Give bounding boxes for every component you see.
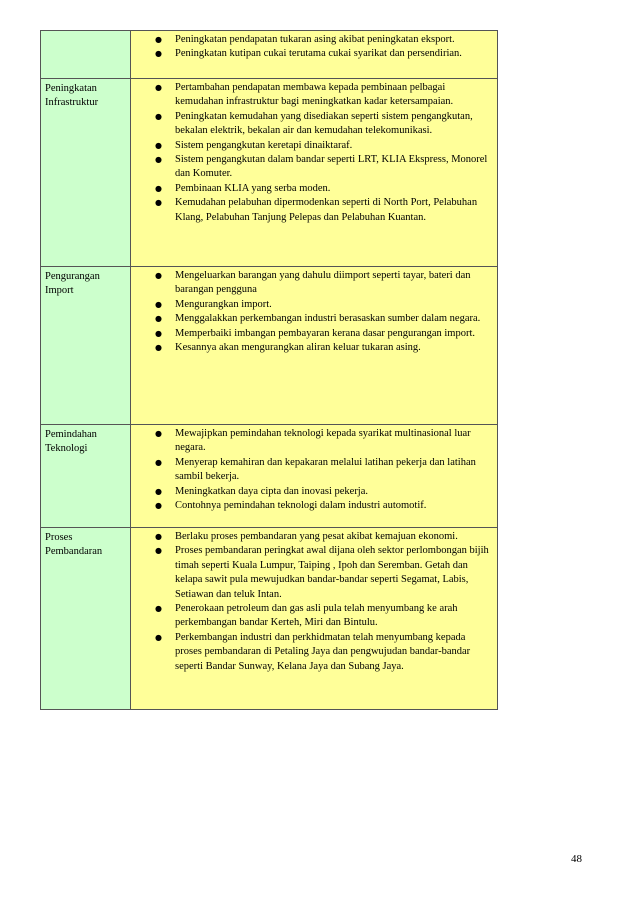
row-label-line: Pengurangan <box>45 271 100 282</box>
bullet-dot-icon: ● <box>155 155 162 165</box>
bullet-dot-icon: ● <box>155 35 162 44</box>
bullet-text: Menggalakkan perkembangan industri berasaskan sumber dalam negara. <box>175 313 481 325</box>
row-content-cell <box>131 31 498 79</box>
bullet-dot-icon: ● <box>155 532 162 541</box>
bullet-text: Proses pembandaran peringkat awal dijana oleh sektor perlombongan bijih timah seperti Kuala Lumpur, Taiping , Ipoh dan Seremban. Getah dan kelapa sawit pula mewujudkan bandar-bandar seperti Segamat, Labis, Setiawan dan teluk Intan. <box>175 545 489 600</box>
row-content-cell <box>131 79 498 267</box>
bullet-text: Peningkatan kutipan cukai terutama cukai syarikat dan persendirian. <box>175 48 462 60</box>
bullet-dot-icon: ● <box>155 429 162 438</box>
row-label-cell <box>41 31 131 79</box>
table-row <box>41 31 498 79</box>
row-label-cell <box>41 425 131 528</box>
bullet-item <box>131 312 491 326</box>
bullet-text: Mengeluarkan barangan yang dahulu diimport seperti tayar, bateri dan barangan pengguna <box>175 270 471 296</box>
bullet-item <box>131 298 491 312</box>
bullet-text: Kemudahan pelabuhan dipermodenkan seperti di North Port, Pelabuhan Klang, Pelabuhan Tanjung Pelepas dan Pelabuhan Kuantan. <box>175 197 478 223</box>
bullet-item <box>131 602 491 631</box>
bullet-dot-icon: ● <box>155 314 162 324</box>
bullet-text: Peningkatan pendapatan tukaran asing akibat peningkatan eksport. <box>175 34 455 45</box>
bullet-list <box>131 530 491 674</box>
bullet-item <box>131 631 491 674</box>
bullet-list <box>131 269 491 355</box>
bullet-text: Menyerap kemahiran dan kepakaran melalui latihan pekerja dan latihan sambil bekerja. <box>175 456 476 483</box>
bullet-dot-icon: ● <box>155 271 162 280</box>
bullet-item <box>131 33 491 47</box>
row-content-cell <box>131 267 498 425</box>
bullet-text: Sistem pengangkutan dalam bandar seperti LRT, KLIA Ekspress, Monorel dan Komuter. <box>175 154 488 180</box>
bullet-list <box>131 427 491 513</box>
row-label-line: Proses <box>45 532 73 543</box>
bullet-item <box>131 196 491 225</box>
bullet-item <box>131 182 491 196</box>
bullet-text: Pembinaan KLIA yang serba moden. <box>175 182 331 194</box>
bullet-item <box>131 485 491 499</box>
bullet-item <box>131 139 491 153</box>
bullet-item <box>131 47 491 61</box>
bullet-text: Contohnya pemindahan teknologi dalam industri automotif. <box>175 500 427 512</box>
bullet-item <box>131 499 491 513</box>
table-row <box>41 528 498 710</box>
bullet-text: Memperbaiki imbangan pembayaran kerana dasar pengurangan import. <box>175 327 476 339</box>
row-label-line: Peningkatan <box>45 83 97 94</box>
bullet-dot-icon: ● <box>155 49 162 59</box>
page-number: 48 <box>571 853 582 865</box>
bullet-dot-icon: ● <box>155 198 162 208</box>
row-label-line: Infrastruktur <box>45 97 99 108</box>
bullet-item <box>131 110 491 139</box>
content-table <box>40 30 498 710</box>
bullet-item <box>131 456 491 485</box>
bullet-item <box>131 544 491 602</box>
bullet-item <box>131 341 491 355</box>
bullet-dot-icon: ● <box>155 343 162 353</box>
bullet-item <box>131 427 491 456</box>
bullet-text: Sistem pengangkutan keretapi dinaiktaraf. <box>175 139 353 151</box>
bullet-dot-icon: ● <box>155 632 162 642</box>
row-label-cell <box>41 79 131 267</box>
row-label-cell <box>41 267 131 425</box>
bullet-dot-icon: ● <box>155 183 162 193</box>
row-content-cell <box>131 425 498 528</box>
bullet-dot-icon: ● <box>155 604 162 614</box>
bullet-list <box>131 33 491 62</box>
bullet-dot-icon: ● <box>155 457 162 467</box>
row-label-line: Teknologi <box>45 443 88 454</box>
bullet-dot-icon: ● <box>155 83 162 92</box>
bullet-item <box>131 81 491 110</box>
row-content-cell <box>131 528 498 710</box>
bullet-text: Penerokaan petroleum dan gas asli pula telah menyumbang ke arah perkembangan bandar Kerteh, Miri dan Bintulu. <box>175 603 458 629</box>
bullet-text: Mewajipkan pemindahan teknologi kepada syarikat multinasional luar negara. <box>175 428 471 454</box>
row-label-line: Pembandaran <box>45 546 103 557</box>
row-label-line: Import <box>45 285 74 296</box>
bullet-dot-icon: ● <box>155 111 162 121</box>
bullet-text: Mengurangkan import. <box>175 298 272 310</box>
table-row <box>41 267 498 425</box>
table-row <box>41 425 498 528</box>
bullet-text: Berlaku proses pembandaran yang pesat akibat kemajuan ekonomi. <box>175 531 458 542</box>
bullet-dot-icon: ● <box>155 299 162 309</box>
row-label-cell <box>41 528 131 710</box>
bullet-text: Meningkatkan daya cipta dan inovasi pekerja. <box>175 485 369 497</box>
bullet-text: Kesannya akan mengurangkan aliran keluar tukaran asing. <box>175 342 421 354</box>
row-label-line: Pemindahan <box>45 429 97 440</box>
bullet-dot-icon: ● <box>155 546 162 556</box>
table-row <box>41 79 498 267</box>
bullet-item <box>131 327 491 341</box>
bullet-item <box>131 530 491 544</box>
bullet-dot-icon: ● <box>155 140 162 150</box>
bullet-item <box>131 153 491 182</box>
bullet-dot-icon: ● <box>155 486 162 496</box>
bullet-text: Perkembangan industri dan perkhidmatan telah menyumbang kepada proses pembandaran di Petaling Jaya dan pengwujudan bandar-bandar seperti Bandar Sunway, Kelana Jaya dan Subang Jaya. <box>175 631 471 672</box>
bullet-text: Pertambahan pendapatan membawa kepada pembinaan pelbagai kemudahan infrastruktur bagi meningkatkan kadar ketersampaian. <box>175 82 454 108</box>
bullet-dot-icon: ● <box>155 501 162 511</box>
bullet-dot-icon: ● <box>155 328 162 338</box>
bullet-text: Peningkatan kemudahan yang disediakan seperti sistem pengangkutan, bekalan elektrik, bekalan air dan kemudahan telekomunikasi. <box>175 110 473 137</box>
bullet-item <box>131 269 491 298</box>
bullet-list <box>131 81 491 225</box>
